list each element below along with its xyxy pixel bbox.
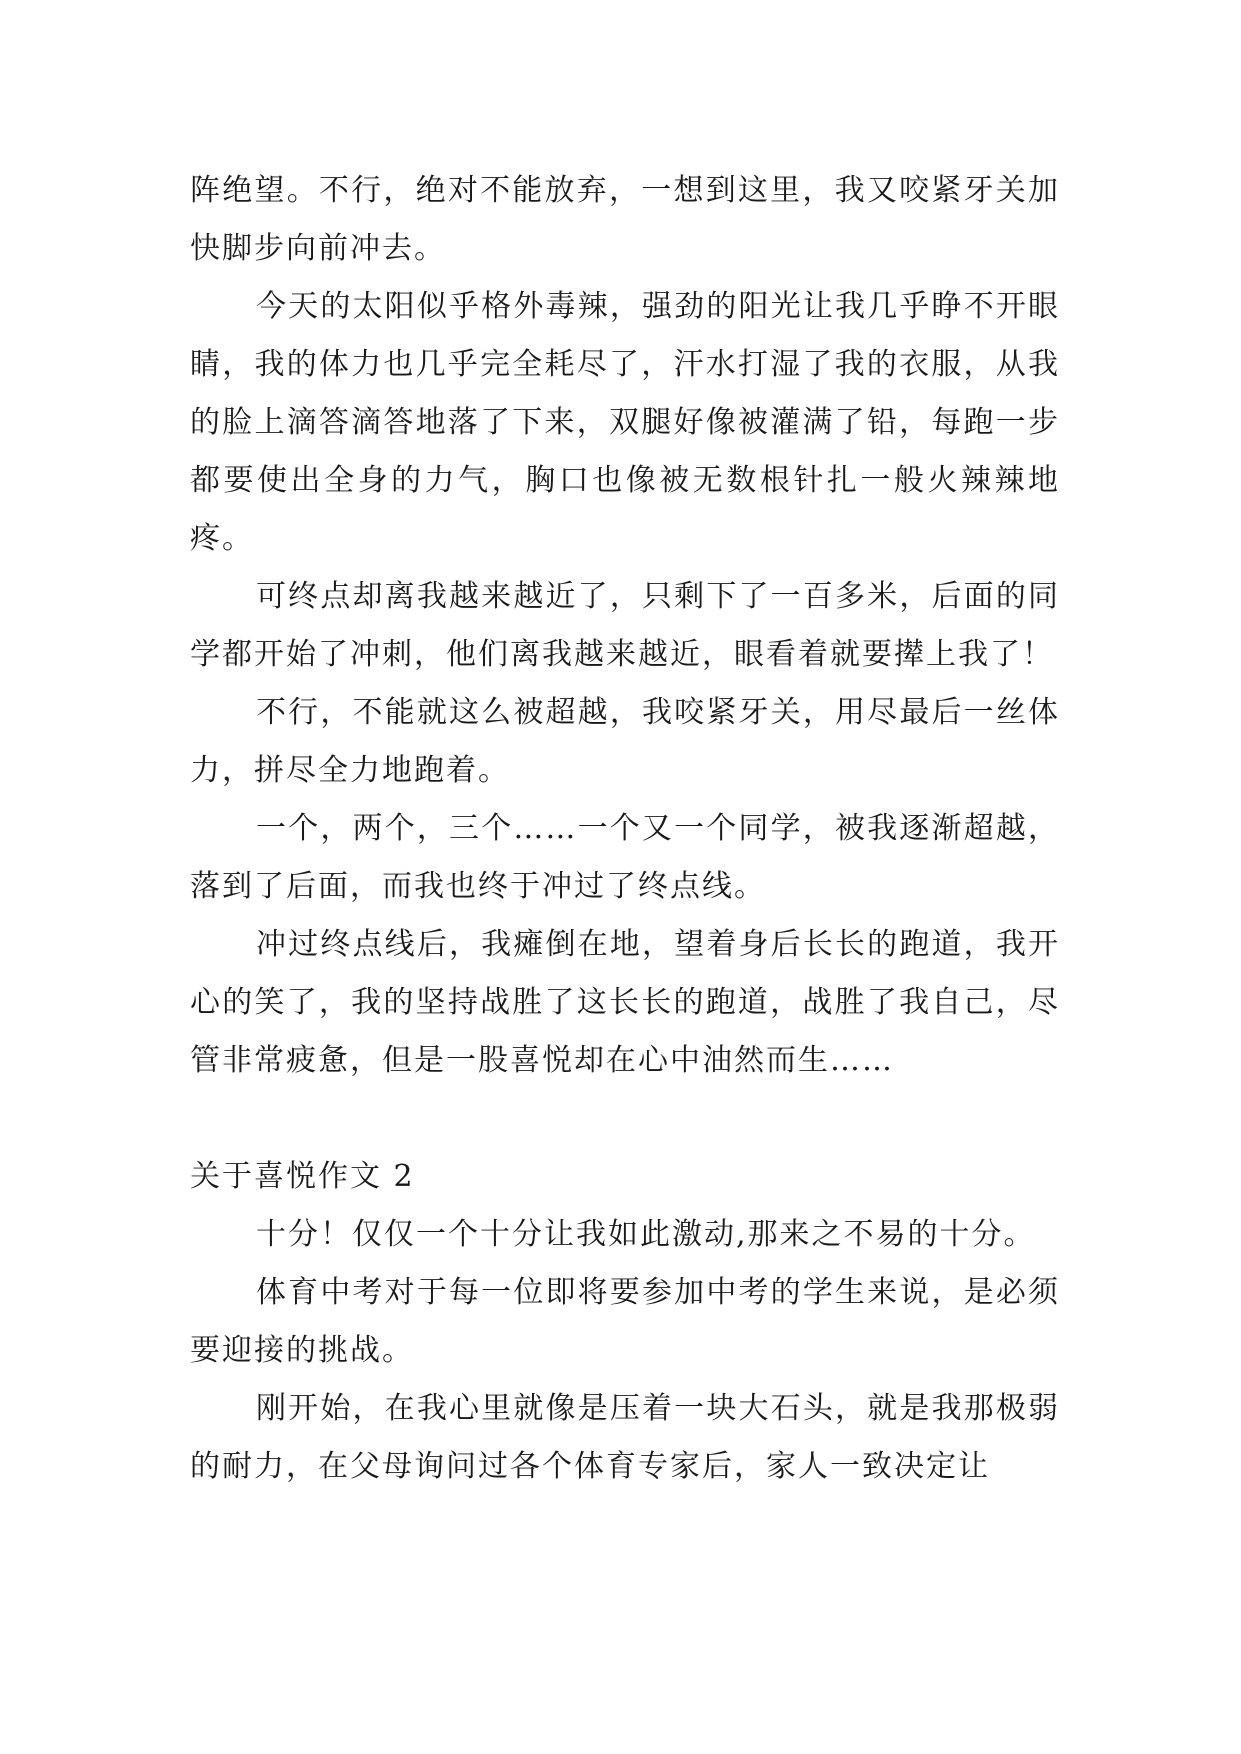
paragraph: 今天的太阳似乎格外毒辣，强劲的阳光让我几乎睁不开眼睛，我的体力也几乎完全耗尽了，汗水打湿了我的衣服，从我的脸上滴答滴答地落了下来，双腿好像被灌满了铅，每跑一步都要使出全身的力气，胸口也像被无数根针扎一般火辣辣地疼。: [190, 289, 1060, 556]
paragraph: 不行，不能就这么被超越，我咬紧牙关，用尽最后一丝体力，拼尽全力地跑着。: [190, 695, 1060, 788]
paragraph: 一个，两个，三个……一个又一个同学，被我逐渐超越，落到了后面，而我也终于冲过了终点线。: [190, 811, 1060, 904]
essay-body: [190, 162, 1060, 1496]
paragraph: 可终点却离我越来越近了，只剩下了一百多米，后面的同学都开始了冲刺，他们离我越来越近，眼看着就要撵上我了！: [190, 579, 1060, 672]
paragraph-continuation: 阵绝望。不行，绝对不能放弃，一想到这里，我又咬紧牙关加快脚步向前冲去。: [190, 173, 1060, 266]
paragraph: 冲过终点线后，我瘫倒在地，望着身后长长的跑道，我开心的笑了，我的坚持战胜了这长长的跑道，战胜了我自己，尽管非常疲惫，但是一股喜悦却在心中油然而生……: [190, 927, 1060, 1078]
paragraph: 十分！仅仅一个十分让我如此激动,那来之不易的十分。: [256, 1217, 1036, 1252]
paragraph: 刚开始，在我心里就像是压着一块大石头，就是我那极弱的耐力，在父母询问过各个体育专家后，家人一致决定让: [190, 1391, 1060, 1484]
section-heading: 关于喜悦作文 2: [190, 1159, 415, 1194]
paragraph: 体育中考对于每一位即将要参加中考的学生来说，是必须要迎接的挑战。: [190, 1275, 1060, 1368]
